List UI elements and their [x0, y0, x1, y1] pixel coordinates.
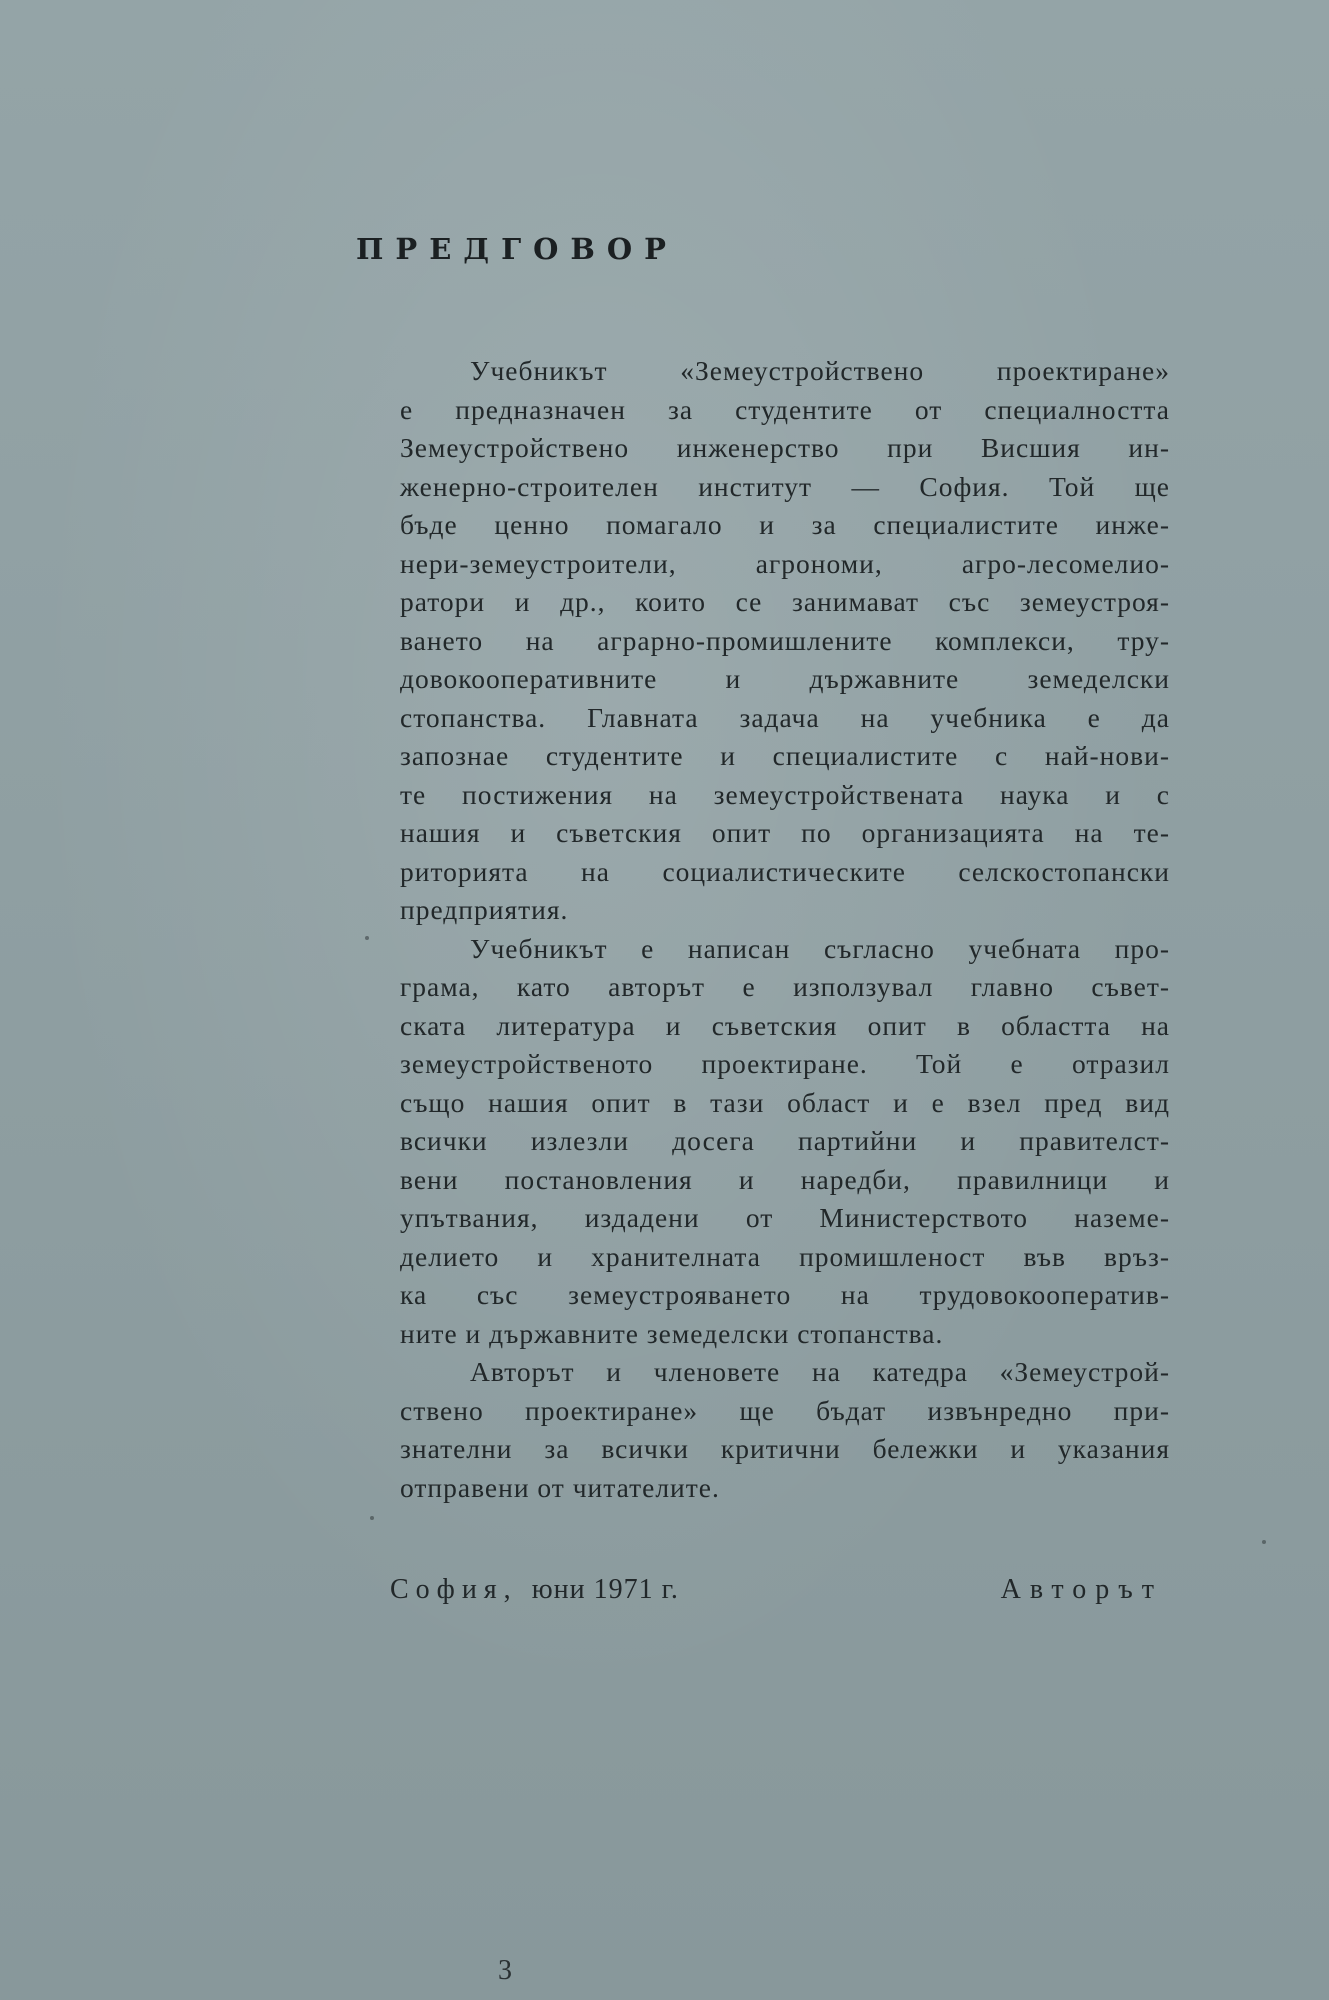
text-line: вени постановления и наредби, правилници и: [400, 1163, 1170, 1195]
page-heading: ПРЕДГОВОР: [356, 232, 678, 266]
page-number: 3: [498, 1955, 512, 1986]
paragraph: [400, 930, 1170, 1354]
signoff-date: юни 1971 г.: [531, 1574, 679, 1605]
text-line: нери-земеустроители, агрономи, агро-лесомелио-: [400, 547, 1170, 579]
text-line: бъде ценно помагало и за специалистите инже-: [400, 509, 1170, 540]
preface-body: [400, 352, 1170, 1507]
text-line: женерно-строителен институт — София. Той ще: [400, 470, 1170, 502]
place-date: [390, 1574, 679, 1606]
text-line: ка със земеустрояването на трудовокооператив-: [400, 1279, 1170, 1310]
paper-speck: [365, 936, 369, 940]
text-line: ните и държавните земеделски стопанства.: [400, 1317, 944, 1349]
text-line: стопанства. Главната задача на учебника е да: [400, 701, 1170, 733]
text-line: ването на аграрно-промишлените комплекси, тру-: [400, 624, 1170, 656]
text-line: Авторът и членовете на катедра «Земеустрой-: [470, 1356, 1170, 1387]
text-line: знателни за всички критични бележки и указания: [400, 1433, 1170, 1464]
text-line: упътвания, издадени от Министерството наземе-: [400, 1202, 1170, 1233]
paragraph: [400, 1353, 1170, 1507]
text-line: грама, като авторът е използувал главно съвет-: [400, 971, 1170, 1002]
signoff: [390, 1574, 1163, 1606]
paper-speck: [1262, 1540, 1266, 1544]
text-line: Учебникът «Земеустройствено проектиране»: [470, 355, 1170, 386]
text-line: риторията на социалистическите селскостопански: [400, 855, 1170, 887]
text-line: те постижения на земеустройствената наука и с: [400, 778, 1170, 810]
text-line: довокооперативните и държавните земеделски: [400, 663, 1170, 694]
text-line: запознае студентите и специалистите с най-нови-: [400, 740, 1170, 771]
text-line: е предназначен за студентите от специалността: [400, 393, 1170, 425]
signoff-author: Авторът: [1000, 1574, 1163, 1605]
text-line: всички излезли досега партийни и правителст-: [400, 1125, 1170, 1156]
text-line: ратори и др., които се занимават със земеустроя-: [400, 586, 1170, 617]
paragraph: [400, 352, 1170, 930]
text-line: Учебникът е написан съгласно учебната про-: [470, 932, 1170, 964]
text-line: делието и хранителната промишленост във връз-: [400, 1240, 1170, 1272]
paper-speck: [370, 1516, 374, 1520]
text-line: Земеустройствено инженерство при Висшия ин-: [400, 432, 1170, 463]
text-line: предприятия.: [400, 894, 569, 925]
text-line: ската литература и съветския опит в областта на: [400, 1009, 1170, 1041]
text-line: земеустройственото проектиране. Той е отразил: [400, 1048, 1170, 1079]
text-line: също нашия опит в тази област и е взел пред вид: [400, 1086, 1170, 1118]
text-line: отправени от читателите.: [400, 1471, 720, 1503]
signoff-place: София,: [390, 1574, 518, 1605]
text-line: нашия и съветския опит по организацията на те-: [400, 817, 1170, 848]
text-line: ствено проектиране» ще бъдат извънредно при-: [400, 1394, 1170, 1426]
